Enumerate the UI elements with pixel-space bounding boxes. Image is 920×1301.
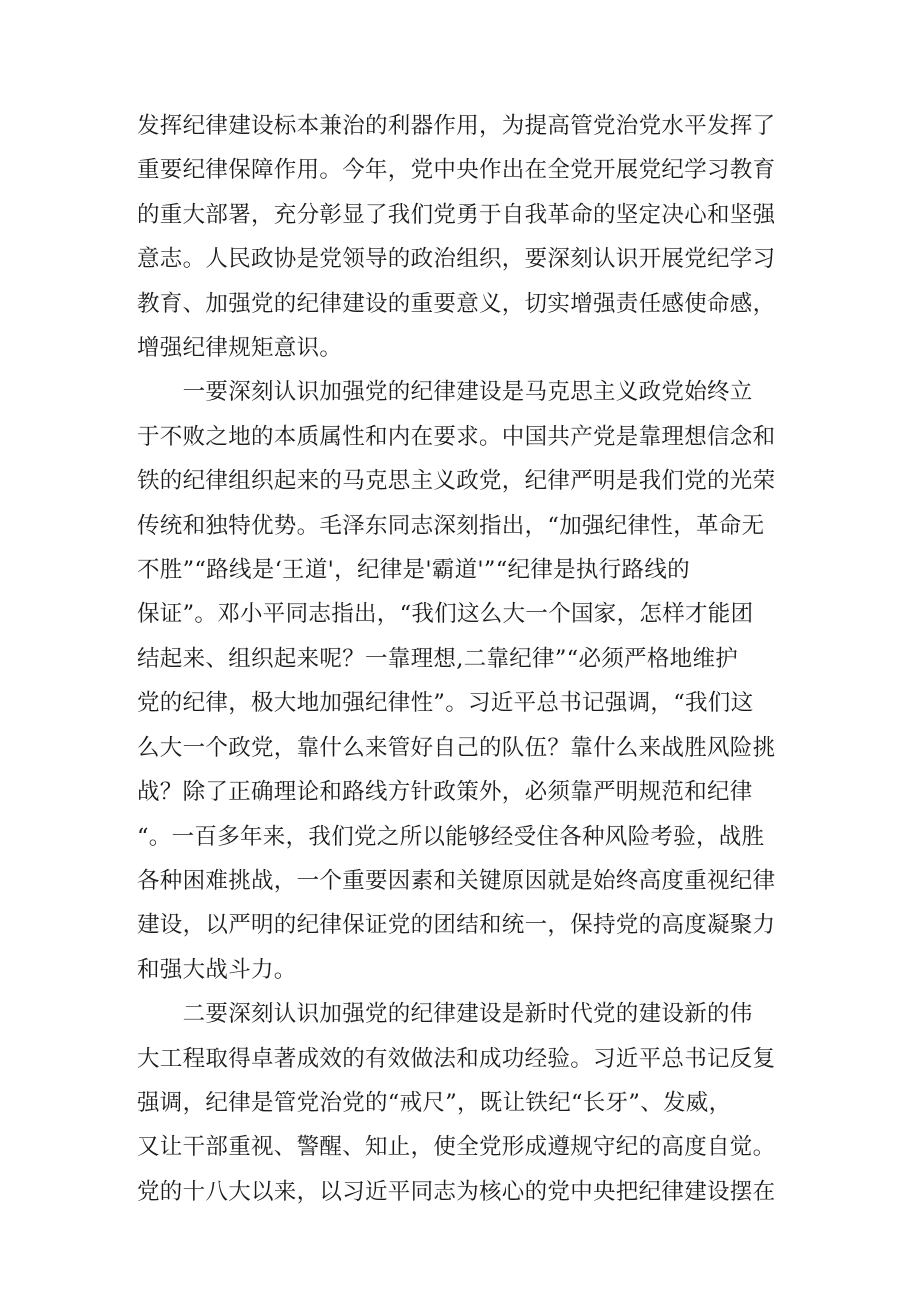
paragraph-point-two: 二要深刻认识加强党的纪律建设是新时代党的建设新的伟 大工程取得卓著成效的有效做法和成功经验。习近平总书记反复 强调，纪律是管党治党的“戒尺”，既让铁纪“长牙”、发威， 又让干部重视、警醒、知止，使全党形成遵规守纪的高度自觉。 党的十八大以来，以习近平同志为核心的党中央把纪律建设摆在: [137, 1001, 776, 1205]
paragraph-intro: 发挥纪律建设标本兼治的利器作用，为提高管党治党水平发挥了 重要纪律保障作用。今年，党中央作出在全党开展党纪学习教育 的重大部署，充分彰显了我们党勇于自我革命的坚定决心和坚强 意志。人民政协是党领导的政治组织，要深刻认识开展党纪学习 教育、加强党的纪律建设的重要意义，切实增强责任感使命感， 增强纪律规矩意识。: [137, 113, 776, 362]
document-body: [137, 104, 787, 1214]
paragraph-point-one: 一要深刻认识加强党的纪律建设是马克思主义政党始终立 于不败之地的本质属性和内在要求。中国共产党是靠理想信念和 铁的纪律组织起来的马克思主义政党，纪律严明是我们党的光荣 传统和独特优势。毛泽东同志深刻指出，“加强纪律性，革命无 不胜”“路线是‘王道'，纪律是'霸道'”“纪律是执行路线的 保证”。邓小平同志指出，“我们这么大一个国家，怎样才能团 结起来、组织起来呢？一靠理想,二靠纪律”“必须严格地维护 党的纪律，极大地加强纪律性”。习近平总书记强调，“我们这 么大一个政党，靠什么来管好自己的队伍？靠什么来战胜风险挑 战？除了正确理论和路线方针政策外，必须靠严明规范和纪律 “。一百多年来，我们党之所以能够经受住各种风险考验，战胜 各种困难挑战，一个重要因素和关键原因就是始终高度重视纪律 建设，以严明的纪律保证党的团结和统一，保持党的高度凝聚力 和强大战斗力。: [137, 379, 776, 983]
